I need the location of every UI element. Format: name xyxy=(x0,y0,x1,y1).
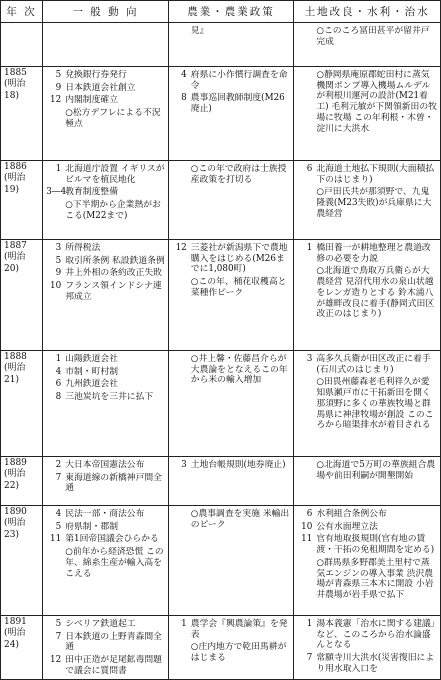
entry xyxy=(46,83,165,94)
entry-month: 5 xyxy=(55,619,62,629)
entry-month: 11 xyxy=(50,534,62,545)
era-label: (明治19) xyxy=(4,173,26,195)
year-label: 1887 xyxy=(4,241,27,251)
entry xyxy=(46,164,165,185)
entry-month: 3 xyxy=(55,243,62,253)
entry-text: 内閣制度確立 xyxy=(65,95,118,106)
entry-month: 1 xyxy=(55,164,62,174)
entry-month: 7 xyxy=(55,631,62,642)
entry xyxy=(297,70,437,134)
header-land-water: 土地改良・水利・治水 xyxy=(294,1,441,23)
entry xyxy=(46,655,165,676)
entry-text: 山陽鉄道会社 xyxy=(65,354,118,364)
year-label: 1889 xyxy=(4,458,27,468)
entry-month xyxy=(172,509,191,530)
entry-text: 民法一部・商法公布 xyxy=(65,509,145,519)
entry-month xyxy=(297,460,316,481)
header-agriculture: 農業・農業政策 xyxy=(168,1,294,23)
entry-text: ○静岡県庵原郡蛇田村に蒸気機関ポンプ導入機場ムルデル が利根川運河の設計(M21着工) 毛利元敏が下関領新田の牧場に牧場 この年利根・木曽・淀川に大洪水 xyxy=(316,70,437,134)
entry xyxy=(297,377,437,431)
entry-text: ○戸田氏共が那須野で、九鬼隆義(M23失敗)が兵庫県に大農経営 xyxy=(316,187,432,219)
entry-month: 8 xyxy=(55,392,62,403)
entry xyxy=(297,534,437,555)
entry-month: 6 xyxy=(306,509,313,519)
entry-text: ○農事調査を実施 米輸出のピーク xyxy=(190,509,290,530)
era-label: (明治18) xyxy=(4,79,26,101)
entry-month: 4 xyxy=(181,70,187,80)
agriculture-cell xyxy=(168,240,294,351)
entry-month xyxy=(297,266,316,320)
entry-month xyxy=(297,26,316,47)
entry xyxy=(46,460,165,471)
entry-month: 1 xyxy=(306,619,313,629)
era-label: (明治20) xyxy=(4,252,26,274)
entry-month: 3 xyxy=(181,460,187,470)
entry-text: 所得税法 xyxy=(65,243,101,253)
entry-month: 5 xyxy=(55,70,62,80)
entry xyxy=(46,243,165,254)
land-water-cell xyxy=(294,67,441,161)
entry-text: 農事巡回教師制度(M26廃止) xyxy=(190,93,285,115)
entry-text: 官有地取扱規則(官有地の賃渡・干拓の免租期間を定める) xyxy=(316,534,435,556)
era-label: (明治22) xyxy=(4,469,26,491)
entry xyxy=(297,26,437,47)
entry xyxy=(297,522,437,533)
agriculture-cell xyxy=(168,67,294,161)
general-cell xyxy=(43,240,169,351)
year-label: 1888 xyxy=(4,352,27,362)
entry xyxy=(46,187,165,198)
entry-text: 東海道線の新橋神戸間全通 xyxy=(65,472,162,494)
land-water-cell xyxy=(294,457,441,506)
land-water-cell xyxy=(294,351,441,457)
year-cell xyxy=(1,351,43,457)
entry-month: 1 xyxy=(55,354,62,364)
entry xyxy=(297,619,437,651)
year-cell xyxy=(1,240,43,351)
entry-month: 5 xyxy=(55,255,62,266)
entry xyxy=(46,547,165,579)
entry-text: 北海道土地払下規則(大面積払下のはじまり) xyxy=(316,164,435,185)
entry-text: 橋田養一が耕地整理と農道改修の必要を力説 xyxy=(316,243,431,264)
entry-month xyxy=(46,200,65,221)
entry xyxy=(297,266,437,320)
header-year: 年 次 xyxy=(1,1,43,23)
entry-month: 4 xyxy=(55,366,62,377)
entry xyxy=(46,534,165,545)
general-cell xyxy=(43,506,169,616)
entry-month xyxy=(172,354,191,386)
entry xyxy=(46,379,165,390)
era-label: (明治24) xyxy=(4,628,26,650)
entry-text: 井上外相の条約改正失敗 xyxy=(65,268,162,279)
entry-text: 日本鉄道の上野青森間全通 xyxy=(65,631,162,653)
entry-month: 10 xyxy=(301,521,313,532)
entry-text: シベリア鉄道起工 xyxy=(65,619,136,629)
year-cell xyxy=(1,457,43,506)
entry xyxy=(297,460,437,481)
entry-month xyxy=(297,558,316,601)
entry xyxy=(46,522,165,533)
entry-text: 農学会『興農論策』を発表 xyxy=(190,619,288,640)
entry xyxy=(172,243,291,275)
header-general-trends: 一 般 動 向 xyxy=(43,1,169,23)
era-label: (明治21) xyxy=(4,363,26,385)
general-cell xyxy=(43,616,169,680)
year-cell xyxy=(1,67,43,161)
year-row xyxy=(1,161,441,240)
entry-text: ○この年、桶花収穫高と菜種作ピーク xyxy=(190,277,287,298)
entry-text: 市制・町村制 xyxy=(65,366,118,377)
land-water-cell xyxy=(294,161,441,240)
entry xyxy=(46,70,165,81)
entry-text: ○この年で政府は士族授産政策を打切る xyxy=(190,164,287,185)
entry-month xyxy=(46,547,65,579)
entry-text: 公有水面埋立法 xyxy=(316,521,378,532)
entry-month xyxy=(172,277,191,298)
general-cell xyxy=(43,351,169,457)
entry-month: 11 xyxy=(301,534,313,545)
entry-text: ○下半期から企業熱がおこる(M22まで) xyxy=(65,200,161,221)
entry xyxy=(172,26,291,37)
entry xyxy=(172,509,291,530)
entry-text: ○北海道で5万町の華族組合農場や前田利嗣が開墾開始 xyxy=(316,460,436,481)
entry-month: 1 xyxy=(181,619,187,629)
entry xyxy=(46,392,165,403)
entry-month xyxy=(297,187,316,219)
entry-text: 北海道庁設置 イギリスがビルマを植民地化 xyxy=(65,164,165,185)
year-cell xyxy=(1,161,43,240)
entry-text: 湯本義憲「治水に関する建議」など、このころから治水論盛んとなる xyxy=(316,619,436,651)
entry-month: 12 xyxy=(175,243,187,253)
year-label: 1890 xyxy=(4,507,27,517)
land-water-cell xyxy=(294,506,441,616)
year-label: 1891 xyxy=(4,617,27,627)
year-label: 1885 xyxy=(4,68,27,78)
entry xyxy=(172,619,291,640)
entry xyxy=(297,164,437,185)
entry xyxy=(172,164,291,185)
year-label: 1886 xyxy=(4,162,27,172)
year-row xyxy=(1,616,441,680)
entry-month xyxy=(297,377,316,431)
year-row xyxy=(1,351,441,457)
entry-month: 9 xyxy=(55,82,62,93)
entry xyxy=(172,642,291,663)
entry-month: 1 xyxy=(306,243,313,253)
entry-text: 九州鉄道会社 xyxy=(65,379,118,390)
entry-text: 府県制・郡制 xyxy=(65,521,118,532)
land-water-cell xyxy=(294,616,441,680)
agriculture-cell xyxy=(168,351,294,457)
entry-month: 7 xyxy=(306,653,313,664)
land-water-cell xyxy=(294,240,441,351)
entry xyxy=(46,95,165,106)
year-row xyxy=(1,67,441,161)
entry xyxy=(46,473,165,494)
entry-text: 高多久兵衛が田区改正に着手(石川式のはじまり) xyxy=(316,354,431,375)
entry-text: 土地台帳規則(地券廃止) xyxy=(190,460,286,470)
entry-text: 水利組合条例公布 xyxy=(316,509,387,519)
entry-text: ○前年から経済恐慌 この年、綿糸生産が輸入高をこえる xyxy=(65,547,164,579)
entry-text: ○松方デフレによる不況極点 xyxy=(65,108,161,129)
year-row xyxy=(1,506,441,616)
entry-month: 7 xyxy=(55,472,62,483)
continuation-agri-cell xyxy=(168,23,294,67)
entry-text: 兌換銀行券発行 xyxy=(65,70,127,80)
entry-text: 田中正造が足尾鉱毒問題で議会に質問書 xyxy=(65,655,162,676)
entry-text: 三菱社が新潟県下で農地購入をはじめる(M26までに1,080町) xyxy=(190,243,288,275)
entry-month: 8 xyxy=(181,93,187,104)
entry-text: 大日本帝国憲法公布 xyxy=(65,460,145,470)
continuation-general-cell xyxy=(43,23,169,67)
entry-text: ○群馬県多野郡美土里村で蒸気エンジンの導入事業 渋沢農場が青森県三本木に開設 小岩井農場が岩手県で払下 xyxy=(316,557,434,601)
entry-month: 9 xyxy=(55,268,62,279)
entry-text: 取引所条例 私設鉄道条例 xyxy=(65,255,165,266)
entry-month: 10 xyxy=(50,281,62,292)
agriculture-cell xyxy=(168,616,294,680)
entry-text: 見』 xyxy=(190,26,209,36)
entry-text: ○このころ冨田甚平が留井戸完成 xyxy=(316,26,430,47)
entry xyxy=(172,354,291,386)
entry xyxy=(297,187,437,219)
general-cell xyxy=(43,457,169,506)
entry-month xyxy=(172,26,191,37)
entry-month: 6 xyxy=(306,164,313,174)
entry xyxy=(46,256,165,267)
entry-text: ○井上馨・佐藤昌介らが大農論をとなえるこの年から米の輸入増加 xyxy=(190,354,288,386)
entry-month xyxy=(46,108,65,129)
entry xyxy=(46,367,165,378)
entry-text: 教育制度整備 xyxy=(65,187,118,198)
era-label: (明治23) xyxy=(4,518,26,540)
entry-text: フランス領インドシナ連邦成立 xyxy=(65,281,162,302)
entry-text: 第1回帝国議会ひらかる xyxy=(65,534,159,545)
agriculture-cell xyxy=(168,161,294,240)
agriculture-cell xyxy=(168,457,294,506)
year-cell xyxy=(1,506,43,616)
continuation-year-cell xyxy=(1,23,43,67)
entry-text: ○田畏州藤森老毛利祥久が愛知県瀬戸市に干拓新田を開く 那須野に多くの華族牧場と群馬県に神津牧場が創設 このころから暗渠排水が着目される xyxy=(316,377,434,431)
entry-text: ○北海道で鳥取万兵衛らが大農経営 見沼代用水の泉山状越をレンガ造りとする 鈴木浦八が雄畔改良に着手(静岡式田区改正のはじまり) xyxy=(316,266,435,320)
entry-text: 三池炭坑を三井に払下 xyxy=(65,392,154,403)
entry xyxy=(297,653,437,674)
entry xyxy=(46,619,165,630)
entry xyxy=(172,460,291,471)
general-cell xyxy=(43,67,169,161)
year-row xyxy=(1,240,441,351)
entry xyxy=(172,70,291,91)
entry-month: 4 xyxy=(55,509,62,519)
entry-month: 5 xyxy=(55,521,62,532)
entry-month: 12 xyxy=(50,95,62,106)
general-cell xyxy=(43,161,169,240)
entry-month: 12 xyxy=(50,655,62,666)
entry-month: 2 xyxy=(55,460,62,470)
entry xyxy=(297,509,437,520)
continuation-land-cell xyxy=(294,23,441,67)
entry-text: 日本鉄道会社創立 xyxy=(65,82,136,93)
year-cell xyxy=(1,616,43,680)
entry xyxy=(297,243,437,264)
entry xyxy=(46,281,165,302)
entry xyxy=(297,558,437,601)
year-row xyxy=(1,457,441,506)
entry-month xyxy=(297,70,316,134)
entry-text: 常願寺川大洪水(災害復旧により用水取入口を xyxy=(316,653,435,674)
entry xyxy=(46,509,165,520)
entry-text: ○庄内地方で乾田馬耕がはじまる xyxy=(190,642,287,664)
entry-month xyxy=(172,164,191,185)
entry xyxy=(46,268,165,279)
entry-month xyxy=(172,642,191,663)
entry xyxy=(297,354,437,375)
entry xyxy=(46,200,165,221)
entry xyxy=(46,108,165,129)
entry-month: 3 xyxy=(306,354,313,364)
entry xyxy=(172,277,291,298)
entry-text: 府県に小作慣行調査を命令 xyxy=(190,70,288,91)
entry xyxy=(46,632,165,653)
entry xyxy=(172,93,291,114)
entry-month: 6 xyxy=(55,379,62,390)
entry xyxy=(46,354,165,365)
entry-month: 3―4 xyxy=(46,187,67,198)
agriculture-cell xyxy=(168,506,294,616)
